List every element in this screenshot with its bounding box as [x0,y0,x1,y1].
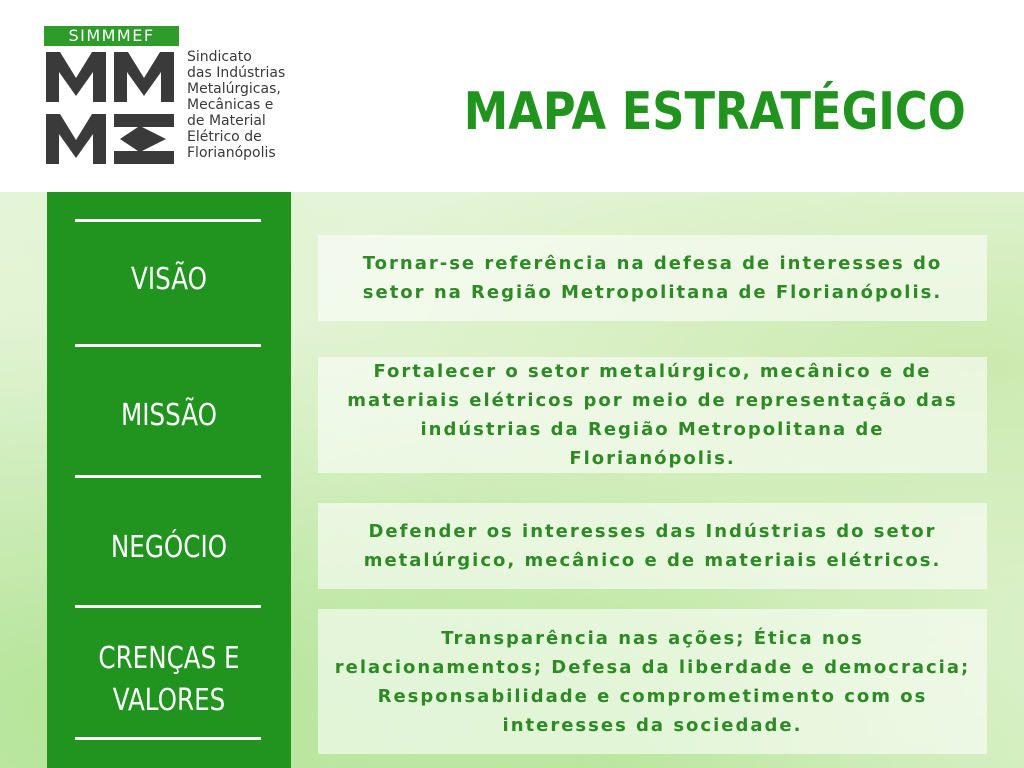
logo-text-line: Metalúrgicas, [187,81,281,97]
section-sidebar [47,192,291,768]
section-box-missao [318,357,987,473]
strategic-map-content [0,192,1024,768]
simmmef-logo [44,26,314,171]
logo-text [187,49,327,161]
page-title: MAPA ESTRATÉGICO [463,82,966,142]
divider [75,605,261,608]
divider [75,475,261,478]
section-label-crencas-valores: CRENÇAS E VALORES [98,641,240,718]
logo-tag: SIMMMEF [44,26,179,46]
logo-text-line: de Material [187,113,266,129]
section-box-visao [318,235,987,321]
section-label-missao: MISSÃO [121,398,217,433]
section-box-crencas-valores [318,609,987,754]
section-label-negocio: NEGÓCIO [110,530,228,565]
divider [75,344,261,347]
section-label-visao: VISÃO [131,262,207,297]
header [0,0,1024,192]
logo-text-line: Elétrico de [187,129,262,145]
logo-text-line: Mecânicas e [187,97,274,113]
logo-text-line: Florianópolis [187,145,276,161]
section-text-negocio: Defender os interesses das Indústrias do setor metalúrgico, mecânico e de materiais elétricos. [363,521,942,571]
section-text-missao: Fortalecer o setor metalúrgico, mecânico e de materiais elétricos por meio de representação das indústrias da Região Metropolitana de Florianópolis. [347,361,958,469]
divider [75,737,261,740]
divider [75,219,261,222]
section-text-visao: Tornar-se referência na defesa de interesses do setor na Região Metropolitana de Florianópolis. [362,253,943,303]
logo-text-line: das Indústrias [187,65,286,81]
section-text-crencas-valores: Transparência nas ações; Ética nos relacionamentos; Defesa da liberdade e democracia; Responsabilidade e comprometimento com os interesses da sociedade. [334,627,971,736]
section-box-negocio [318,503,987,589]
mmmm-logo-icon [46,50,176,166]
logo-text-line: Sindicato [187,49,252,65]
